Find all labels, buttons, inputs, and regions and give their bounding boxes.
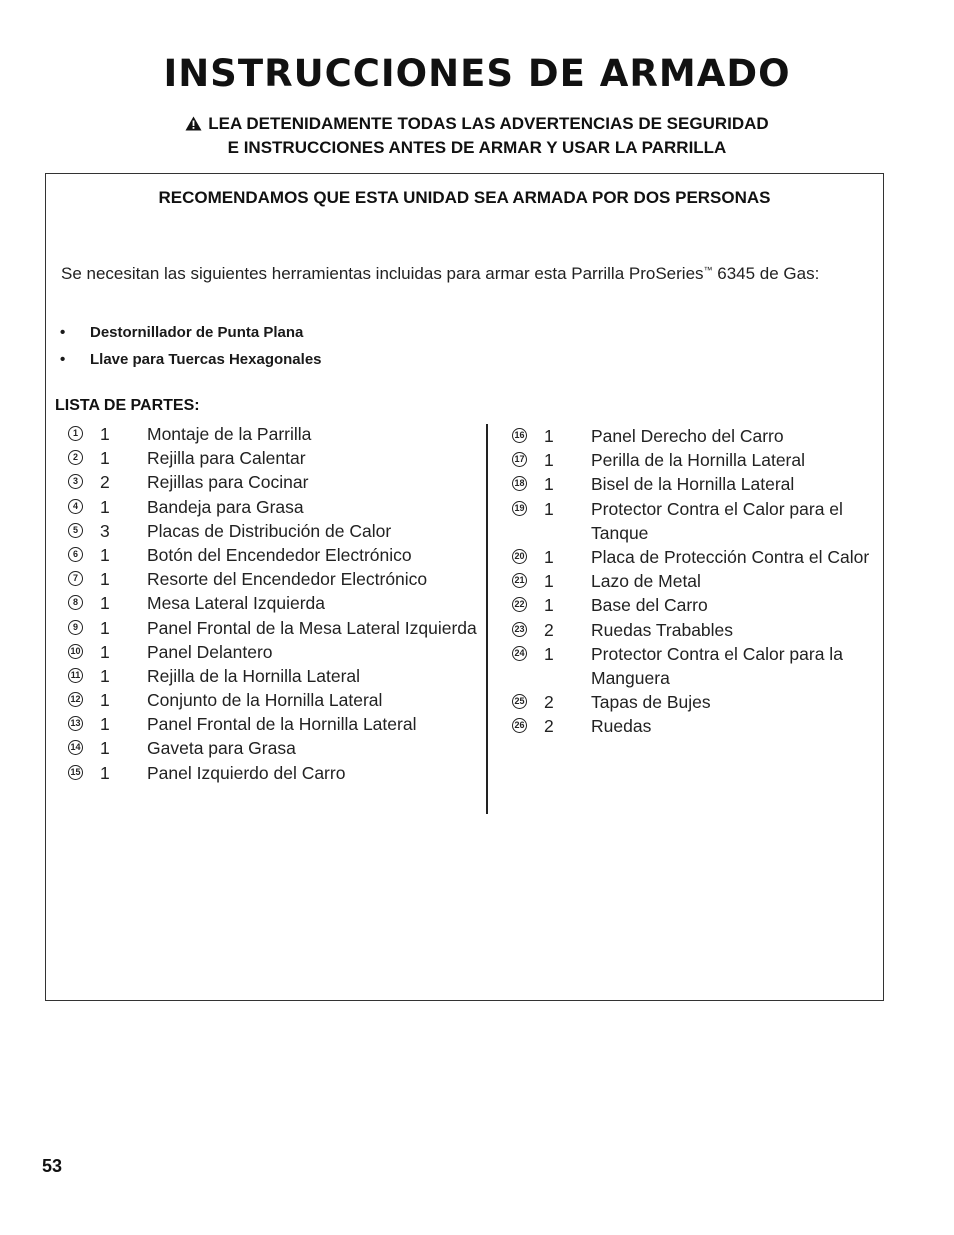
part-number-badge: 5 <box>68 523 83 538</box>
part-name: Tapas de Bujes <box>591 692 711 713</box>
intro-text-end: 6345 de Gas: <box>712 264 820 283</box>
part-qty: 2 <box>544 692 554 713</box>
part-number-badge: 4 <box>68 499 83 514</box>
tool-label: Llave para Tuercas Hexagonales <box>90 351 322 368</box>
tool-item <box>60 322 322 349</box>
part-number-badge: 14 <box>68 740 83 755</box>
part-name: Gaveta para Grasa <box>147 738 296 759</box>
bullet: • <box>60 351 66 368</box>
part-number-badge: 25 <box>512 694 527 709</box>
part-name: Placa de Protección Contra el Calor <box>591 546 870 567</box>
part-qty: 1 <box>100 641 110 662</box>
part-name: Rejilla de la Hornilla Lateral <box>147 665 361 686</box>
part-name: Resorte del Encendedor Electrónico <box>147 569 428 590</box>
part-name: Panel Delantero <box>147 641 273 662</box>
part-name: Bisel de la Hornilla Lateral <box>591 474 795 495</box>
part-qty: 2 <box>100 472 110 493</box>
part-name: Ruedas <box>591 716 652 737</box>
tools-intro <box>61 260 851 284</box>
part-qty: 1 <box>100 665 110 686</box>
part-number-badge: 24 <box>512 646 527 661</box>
part-number-badge: 15 <box>68 765 83 780</box>
page-number: 53 <box>42 1156 63 1176</box>
part-number-badge: 17 <box>512 452 527 467</box>
bullet: • <box>60 324 66 341</box>
warning-line-1-text: LEA DETENIDAMENTE TODAS LAS ADVERTENCIAS DE SEGURIDAD <box>208 114 769 133</box>
two-person-recommendation: RECOMENDAMOS QUE ESTA UNIDAD SEA ARMADA POR DOS PERSONAS <box>158 188 771 207</box>
part-number-badge: 13 <box>68 716 83 731</box>
page-title: INSTRUCCIONES DE ARMADO <box>163 52 791 95</box>
warning-line-2: E INSTRUCCIONES ANTES DE ARMAR Y USAR LA PARRILLA <box>227 138 727 157</box>
part-qty: 1 <box>544 498 554 519</box>
part-qty: 1 <box>100 690 110 711</box>
part-number-badge: 3 <box>68 474 83 489</box>
part-name: Placas de Distribución de Calor <box>147 520 392 541</box>
part-number-badge: 6 <box>68 547 83 562</box>
tools-list <box>60 322 322 376</box>
part-number-badge: 18 <box>512 476 527 491</box>
part-name: Mesa Lateral Izquierda <box>147 593 326 614</box>
part-number-badge: 11 <box>68 668 83 683</box>
part-name: Conjunto de la Hornilla Lateral <box>147 690 383 711</box>
part-number-badge: 20 <box>512 549 527 564</box>
column-divider <box>486 424 488 814</box>
tool-item <box>60 349 322 376</box>
part-qty: 1 <box>100 593 110 614</box>
safety-warning <box>0 113 954 159</box>
instructions-box <box>45 173 884 1001</box>
part-name: Ruedas Trabables <box>591 619 734 640</box>
part-qty: 1 <box>544 571 554 592</box>
part-qty: 1 <box>100 544 110 565</box>
part-number-badge: 19 <box>512 501 527 516</box>
part-qty: 2 <box>544 716 554 737</box>
part-name: Bandeja para Grasa <box>147 496 304 517</box>
part-name: Perilla de la Hornilla Lateral <box>591 450 805 471</box>
part-qty: 1 <box>100 448 110 469</box>
parts-list-title: LISTA DE PARTES: <box>55 397 200 414</box>
part-number-badge: 22 <box>512 597 527 612</box>
tool-label: Destornillador de Punta Plana <box>90 324 304 341</box>
warning-triangle-icon <box>185 115 202 137</box>
part-name: Panel Izquierdo del Carro <box>147 762 346 783</box>
part-qty: 1 <box>544 426 554 446</box>
part-number-badge: 1 <box>68 426 83 441</box>
part-qty: 1 <box>100 569 110 590</box>
part-qty: 1 <box>544 450 554 471</box>
part-qty: 1 <box>100 496 110 517</box>
part-name: Protector Contra el Calor para la Manguera <box>591 643 843 688</box>
part-name: Panel Derecho del Carro <box>591 426 784 446</box>
part-number-badge: 12 <box>68 692 83 707</box>
part-name: Rejillas para Cocinar <box>147 472 309 493</box>
part-qty: 1 <box>544 643 554 664</box>
part-number-badge: 9 <box>68 620 83 635</box>
part-number-badge: 7 <box>68 571 83 586</box>
part-number-badge: 23 <box>512 622 527 637</box>
trademark-symbol: ™ <box>703 265 713 275</box>
part-number-badge: 26 <box>512 718 527 733</box>
part-name: Panel Frontal de la Mesa Lateral Izquierda <box>147 617 477 638</box>
part-number-badge: 8 <box>68 595 83 610</box>
part-qty: 1 <box>100 714 110 735</box>
part-qty: 2 <box>544 619 554 640</box>
part-name: Rejilla para Calentar <box>147 448 306 469</box>
part-name: Lazo de Metal <box>591 571 701 592</box>
part-name: Montaje de la Parrilla <box>147 424 312 444</box>
part-name: Base del Carro <box>591 595 708 616</box>
part-name: Botón del Encendedor Electrónico <box>147 544 412 565</box>
part-number-badge: 10 <box>68 644 83 659</box>
part-number-badge: 2 <box>68 450 83 465</box>
part-qty: 1 <box>544 595 554 616</box>
part-qty: 3 <box>100 520 110 541</box>
part-qty: 1 <box>544 474 554 495</box>
part-qty: 1 <box>100 738 110 759</box>
part-qty: 1 <box>100 617 110 638</box>
part-number-badge: 16 <box>512 428 527 443</box>
part-qty: 1 <box>100 424 110 444</box>
part-name: Protector Contra el Calor para el Tanque <box>591 498 843 543</box>
part-qty: 1 <box>544 546 554 567</box>
part-qty: 1 <box>100 762 110 783</box>
intro-text: Se necesitan las siguientes herramientas incluidas para armar esta Parrilla ProSeries <box>61 264 704 283</box>
part-name: Panel Frontal de la Hornilla Lateral <box>147 714 417 735</box>
warning-line-1 <box>0 113 954 137</box>
part-number-badge: 21 <box>512 573 527 588</box>
